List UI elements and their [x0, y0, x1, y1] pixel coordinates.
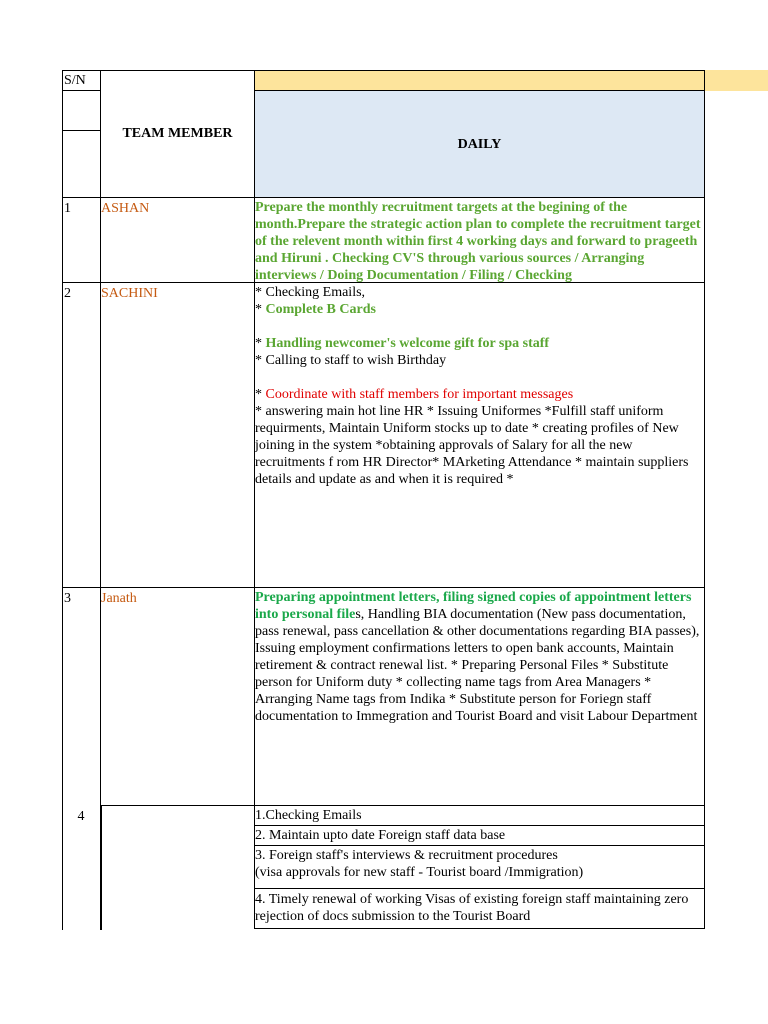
row-1-daily-text: Prepare the monthly recruitment targets at the begining of the month.Prepare the strategic action plan to complete the recruitment target of the relevent month within first 4 working days and forward to prageeth and Hiruni . Checking CV'S through various sources / Arranging interviews / Doing Documentation / Filing / Checking — [255, 200, 701, 282]
row-1-sn: 1 — [64, 201, 71, 216]
row-2-line-welcome-gift: * Handling newcomer's welcome gift for spa staff — [255, 336, 550, 351]
row-4-sn: 4 — [77, 809, 85, 824]
row-2-line-bcards: * Complete B Cards — [255, 302, 376, 317]
sn-header: S/N — [64, 73, 86, 88]
row-4-item-1: 1.Checking Emails — [255, 808, 362, 823]
row-1-name: ASHAN — [101, 201, 150, 216]
row-3-daily-text: Preparing appointment letters, filing signed copies of appointment letters into personal files, Handling BIA documentation (New pass documentation, pass renewal, pass cancellation & other documentations regarding BIA passes), Issuing employment confirmations letters to open bank accounts, Maintain retirement & contract renewal list. * Preparing Personal Files * Substitute person for Uniform duty * collecting name tags from Area Managers * Arranging Name tags from Indika * Substitute person for Foriegn staff documentation to Immegration and Tourist Board and visit Labour Department — [255, 590, 700, 724]
row-4-item-2: 2. Maintain upto date Foreign staff data base — [255, 828, 506, 843]
row-3-sn: 3 — [64, 591, 71, 606]
row-2-daily-block — [255, 284, 703, 488]
header-yellow-band — [254, 70, 768, 91]
row-2-rest-text: * answering main hot line HR * Issuing Uniformes *Fulfill staff uniform requirments, Maintain Uniform stocks up to date * creating profiles of New joining in the system *obtaining approvals of Salary for all the new recruitments f rom HR Director* MArketing Attendance * maintain suppliers details and update as and when it is required * — [255, 404, 689, 487]
row-2-sn: 2 — [64, 286, 71, 301]
row-4-item-3: 3. Foreign staff's interviews & recruitment procedures (visa approvals for new staff - Tourist board /Immigration) — [255, 848, 584, 880]
daily-header: DAILY — [457, 137, 502, 152]
team-member-header: TEAM MEMBER — [122, 126, 233, 141]
row-4-item-4: 4. Timely renewal of working Visas of existing foreign staff maintaining zero rejection of docs submission to the Tourist Board — [255, 892, 689, 924]
row-2-name: SACHINI — [101, 286, 158, 301]
row-2-line-coordinate: * Coordinate with staff members for important messages — [255, 387, 574, 402]
row-3-name: Janath — [101, 591, 137, 606]
row-2-line-emails: * Checking Emails, — [255, 285, 366, 300]
row-2-line-birthday: * Calling to staff to wish Birthday — [255, 353, 447, 368]
